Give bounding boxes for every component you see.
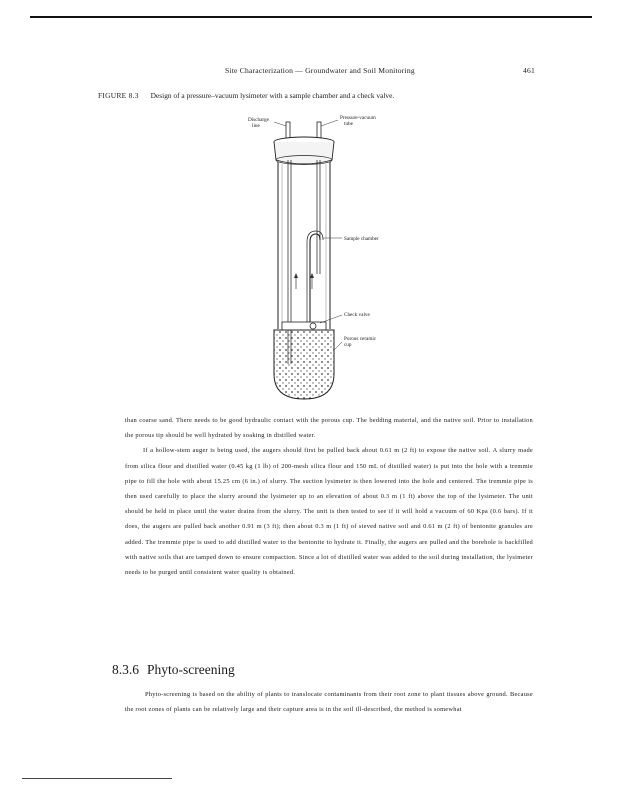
callout-porous-cup: cup [344,342,352,348]
section-heading [112,662,235,678]
bottom-rule [22,778,172,779]
body-text [125,413,533,580]
page-number: 461 [523,66,535,75]
callout-sample-chamber: Sample chamber [344,236,379,242]
section-text [125,688,533,717]
running-head-title: Site Characterization — Groundwater and Soil Monitoring [225,66,415,75]
figure-label: FIGURE 8.3 [98,91,139,100]
stopper-cap [274,137,334,165]
callout-porous: Porous ceramic [344,336,377,342]
callout-check-valve: Check valve [344,312,370,318]
section-title: Phyto-screening [147,662,235,677]
callout-discharge: Discharge [248,117,269,123]
body-paragraph: than coarse sand. There needs to be good hydraulic contact with the porous cup. The bedding material, and the native soil. Prior to installation the porous tip should be well hydrated by soaking in distilled water. [125,417,533,440]
section-number: 8.3.6 [112,662,139,677]
section-paragraph: Phyto-screening is based on the ability of plants to translocate contaminants from their root zone to plant tissues above ground. Because the root zones of plants can be relatively large and their capture area is in the soil ill-described, the method is somewhat [125,691,533,713]
figure-caption-text: Design of a pressure–vacuum lysimeter with a sample chamber and a check valve. [150,91,395,100]
porous-cup [274,330,334,399]
check-valve [282,322,326,330]
callout-pressure-tube: tube [344,121,353,127]
lysimeter-diagram [230,114,430,404]
body-paragraph: If a hollow-stem auger is being used, the augers should first be pulled back about 0.61 m (2 ft) to expose the native soil. A slurry made from silica flour and distilled water (0.45 kg (1 lb) of 200-mesh silica flour and 150 mL of distilled water) is put into the hole with a tremmie pipe to fill the hole with about 15.25 cm (6 in.) of slurry. The suction lysimeter is then lowered into the hole and centered. The tremmie pipe is then used carefully to place the slurry around the lysimeter up to an elevation of about 0.3 m (1 ft) above the top of the lysimeter. The unit should be held in place until the water drains from the slurry. The unit is then tested to see if it will hold a vacuum of 60 Kpa (0.6 bars). If it does, the augers are pulled back another 0.91 m (3 ft); then about 0.3 m (1 ft) of sieved native soil and 0.61 m (2 ft) of bentonite granules are added. The tremmie pipe is used to add distilled water to the bentonite to hydrate it. Finally, the augers are pulled and the borehole is backfilled with native soils that are tamped down to ensure compaction. Since a lot of distilled water was added to the soil during installation, the lysimeter needs to be purged until consistent water quality is obtained. [125,447,533,577]
lysimeter-body [278,162,330,329]
top-rule [30,16,592,18]
lysimeter-figure [230,114,430,404]
callout-pressure: Pressure-vacuum [340,115,376,121]
figure-caption [98,91,518,100]
running-head [225,66,535,75]
callout-discharge-line: line [252,123,260,129]
